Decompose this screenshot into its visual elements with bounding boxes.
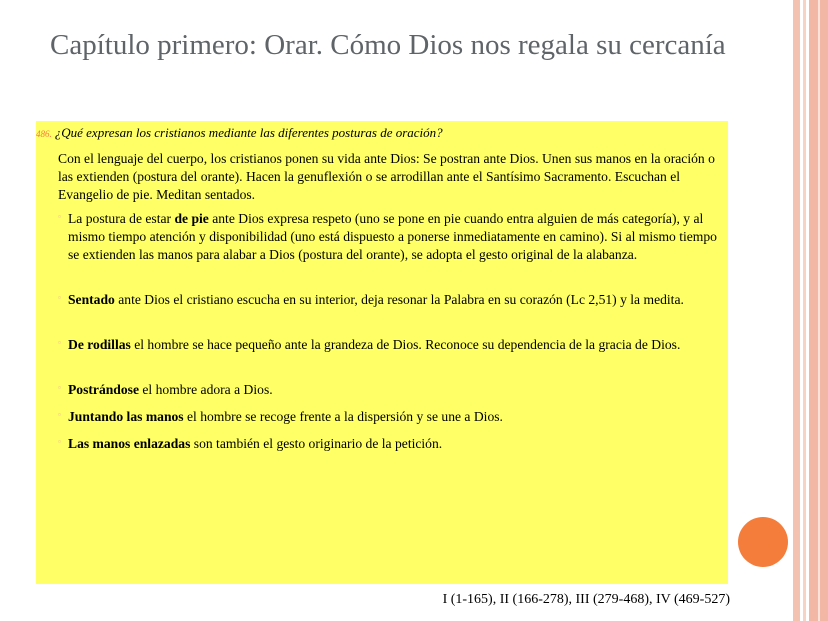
question-number: 486. [36, 129, 52, 139]
bullet-icon: ▫ [58, 212, 61, 221]
bullet-icon: ▫ [58, 293, 61, 302]
bullet-bold: Las manos enlazadas [68, 436, 191, 451]
bullet-text: el hombre se hace pequeño ante la grandeza de Dios. Reconoce su dependencia de la gracia de Dios. [130, 337, 681, 352]
decorative-stripe [793, 0, 800, 621]
bullet-item [58, 435, 724, 453]
bullet-bold: Postrándose [68, 382, 139, 397]
bullet-text: ante Dios el cristiano escucha en su interior, deja resonar la Palabra en su corazón (Lc 2,51) y la medita. [114, 292, 684, 307]
decorative-circle [738, 517, 788, 567]
bullet-item [58, 336, 724, 354]
bullet-text: el hombre se recoge frente a la dispersión y se une a Dios. [183, 409, 503, 424]
content-panel [36, 121, 728, 584]
bullet-icon: ▫ [58, 383, 61, 392]
bullet-icon: ▫ [58, 410, 61, 419]
bullet-text: son también el gesto originario de la petición. [190, 436, 443, 451]
bullet-bold: De rodillas [68, 337, 131, 352]
intro-paragraph: Con el lenguaje del cuerpo, los cristianos ponen su vida ante Dios: Se postran ante Dios. Unen sus manos en la oración o las extienden (postura del orante). Hacen la genuflexión o se arrodillan ante el Santísimo Sacramento. Escuchan el Evangelio de pie. Meditan sentados. [58, 151, 715, 202]
bullet-icon: ▫ [58, 338, 61, 347]
bullet-icon: ▫ [58, 437, 61, 446]
decorative-stripe [803, 0, 806, 621]
footer-index: I (1-165), II (166-278), III (279-468), IV (469-527) [442, 592, 730, 607]
bullet-text: La postura de estar [68, 211, 175, 226]
bullet-item [58, 291, 724, 309]
slide-title: Capítulo primero: Orar. Cómo Dios nos regala su cercanía [50, 29, 726, 61]
question-text: ¿Qué expresan los cristianos mediante las diferentes posturas de oración? [54, 125, 443, 140]
question [36, 125, 726, 141]
bullet-bold: Sentado [68, 292, 115, 307]
bullet-item [58, 210, 724, 264]
bullet-text: ante Dios expresa respeto (uno se pone en pie cuando entra alguien de más categoría), y al mismo tiempo atención y disponibilidad (uno está dispuesto a ponerse inmediatamente en camino). Si al mismo tiempo se extienden las manos para alabar a Dios (postura del orante), se adopta el gesto original de la alabanza. [68, 211, 717, 262]
bullet-bold: de pie [174, 211, 209, 226]
bullet-item [58, 381, 724, 399]
bullet-bold: Juntando las manos [68, 409, 184, 424]
bullet-item [58, 408, 724, 426]
bullet-text: el hombre adora a Dios. [139, 382, 273, 397]
decorative-stripe [818, 0, 820, 621]
